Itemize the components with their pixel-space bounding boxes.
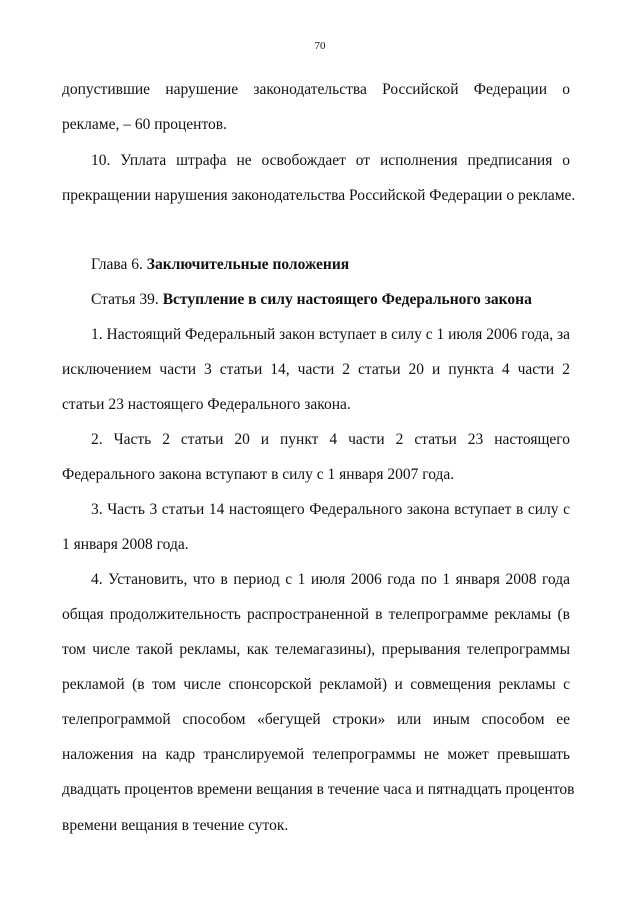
chapter-heading [91, 256, 570, 274]
article-title: Вступление в силу настоящего Федерального закона [162, 291, 532, 308]
article-heading [91, 291, 570, 309]
text-line: исключением части 3 статьи 14, части 2 статьи 20 и пункта 4 части 2 [62, 361, 570, 378]
text-line: допустившие нарушение законодательства Российской Федерации о [62, 81, 570, 98]
chapter-title: Заключительные положения [146, 256, 350, 273]
text-line: телепрограммой способом «бегущей строки» или иным способом ее [62, 711, 570, 728]
text-line: рекламе, – 60 процентов. [62, 116, 227, 133]
text-line: 2. Часть 2 статьи 20 и пункт 4 части 2 статьи 23 настоящего [91, 431, 570, 448]
text-line: общая продолжительность распространенной в телепрограмме рекламы (в [62, 606, 570, 623]
text-line: двадцать процентов времени вещания в течение часа и пятнадцать процентов [62, 781, 575, 798]
text-line: том числе такой рекламы, как телемагазины), прерывания телепрограммы [62, 641, 570, 658]
text-line: 3. Часть 3 статьи 14 настоящего Федерального закона вступает в силу с [91, 501, 570, 518]
text-line: 1 января 2008 года. [62, 536, 189, 553]
page-number: 70 [314, 40, 326, 52]
text-line: прекращении нарушения законодательства Российской Федерации о рекламе. [62, 187, 576, 204]
text-line: 10. Уплата штрафа не освобождает от исполнения предписания о [91, 152, 570, 169]
chapter-prefix: Глава 6. [91, 256, 147, 273]
text-line: наложения на кадр транслируемой телепрограммы не может превышать [62, 746, 570, 763]
article-prefix: Статья 39. [91, 291, 163, 308]
text-line: времени вещания в течение суток. [62, 817, 289, 834]
text-line: Федерального закона вступают в силу с 1 января 2007 года. [62, 466, 455, 483]
text-line: 4. Установить, что в период с 1 июля 2006 года по 1 января 2008 года [91, 571, 570, 588]
text-line: 1. Настоящий Федеральный закон вступает в силу с 1 июля 2006 года, за [91, 326, 570, 343]
text-line: статьи 23 настоящего Федерального закона. [62, 396, 351, 413]
text-line: рекламой (в том числе спонсорской рекламой) и совмещения рекламы с [62, 676, 570, 693]
